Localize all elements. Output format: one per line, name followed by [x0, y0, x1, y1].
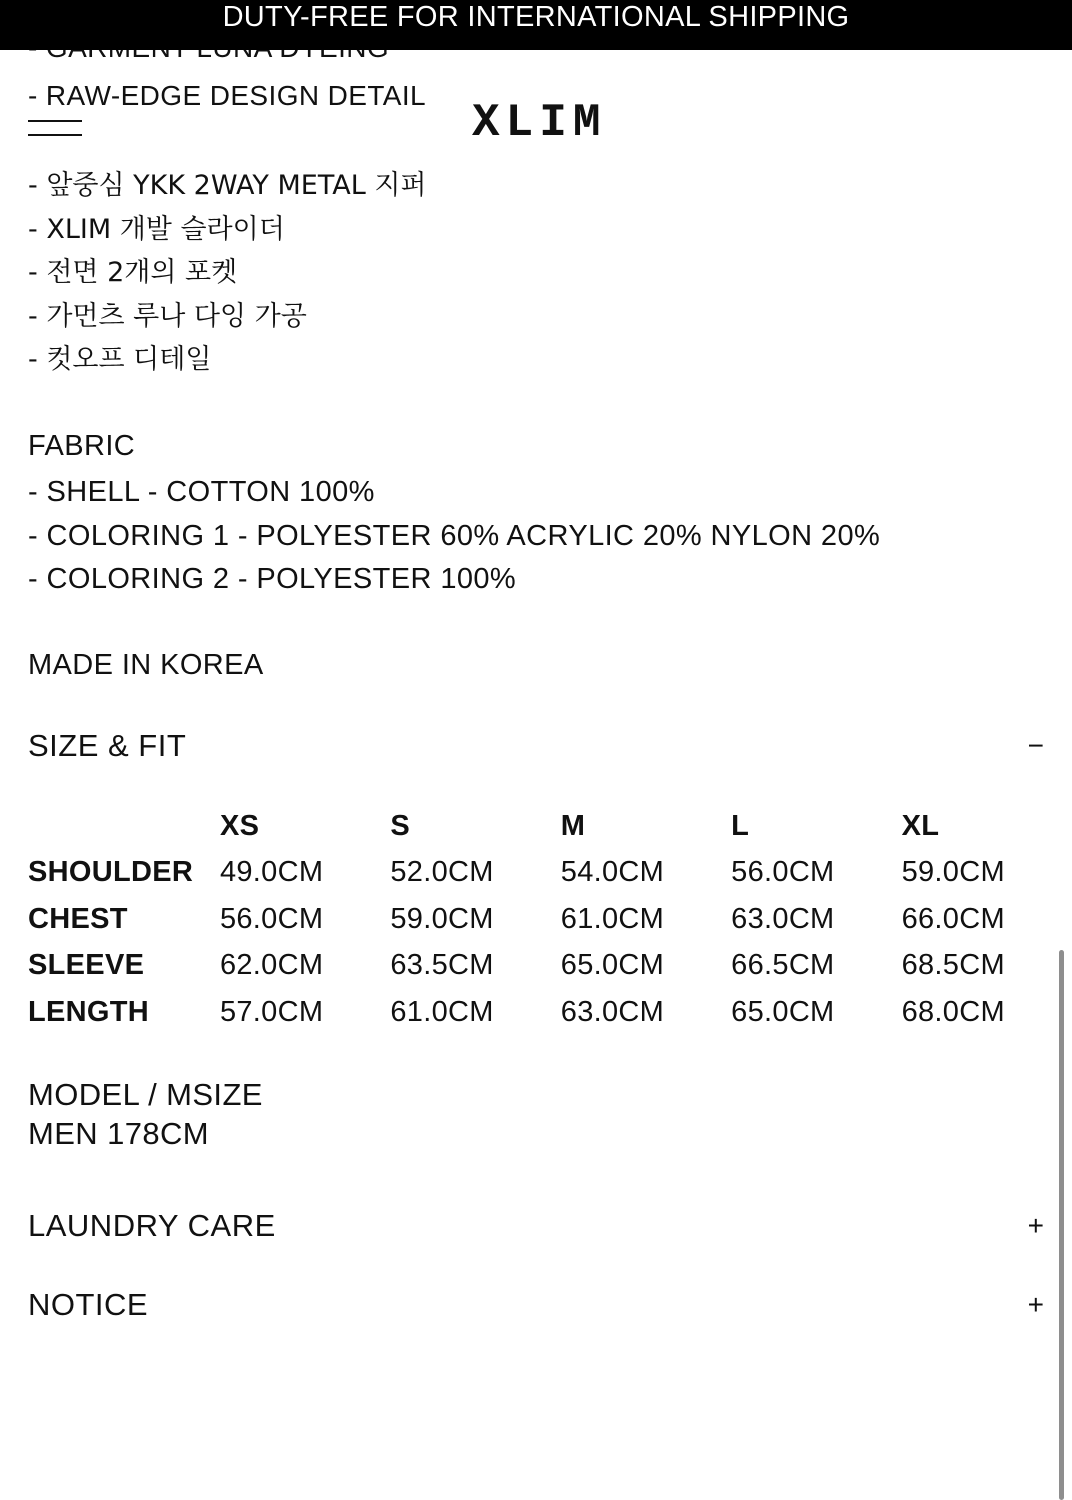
size-table-corner — [28, 803, 220, 850]
row-label-sleeve: SLEEVE — [28, 949, 145, 982]
feature-line-raw-edge: - RAW-EDGE DESIGN DETAIL — [28, 80, 427, 111]
laundry-care-title: LAUNDRY CARE — [28, 1208, 276, 1243]
site-logo[interactable]: XLIM — [472, 97, 607, 149]
table-cell: 59.0CM — [390, 902, 494, 935]
row-label-shoulder: SHOULDER — [28, 856, 194, 889]
table-cell: 61.0CM — [390, 995, 494, 1028]
list-item: - 앞중심 YKK 2WAY METAL 지퍼 — [28, 170, 427, 201]
row-label-chest: CHEST — [28, 902, 128, 935]
laundry-care-accordion-header[interactable] — [28, 1206, 1044, 1246]
table-row — [28, 850, 1072, 897]
fabric-title: FABRIC — [28, 430, 136, 462]
table-cell: 59.0CM — [901, 856, 1005, 889]
table-cell: 54.0CM — [560, 856, 665, 889]
notice-title: NOTICE — [28, 1287, 149, 1322]
list-item: - 전면 2개의 포켓 — [28, 257, 238, 288]
table-row — [28, 896, 1072, 943]
table-row — [28, 989, 1072, 1036]
table-cell: 61.0CM — [560, 902, 665, 935]
size-header-l: L — [731, 809, 750, 842]
table-cell: 66.5CM — [731, 949, 835, 982]
table-cell: 56.0CM — [219, 902, 324, 935]
plus-icon[interactable]: + — [1027, 1289, 1044, 1320]
announcement-banner — [0, 0, 1072, 50]
minus-icon[interactable]: − — [1027, 730, 1044, 761]
list-item: - XLIM 개발 슬라이더 — [28, 213, 285, 245]
table-cell: 68.0CM — [901, 995, 1005, 1028]
row-label-length: LENGTH — [28, 995, 150, 1028]
list-item: - COLORING 2 - POLYESTER 100% — [28, 563, 517, 595]
list-item: - SHELL - COTTON 100% — [28, 476, 375, 508]
size-fit-accordion-header[interactable] — [28, 726, 1044, 766]
feature-list-korean — [28, 164, 427, 382]
vertical-scrollbar[interactable] — [1059, 950, 1064, 1500]
model-info — [28, 1075, 263, 1153]
model-height: MEN 178CM — [28, 1116, 210, 1151]
list-item: - 가먼츠 루나 다잉 가공 — [28, 300, 307, 332]
table-cell: 56.0CM — [731, 856, 835, 889]
table-cell: 63.0CM — [731, 902, 835, 935]
banner-text: DUTY-FREE FOR INTERNATIONAL SHIPPING — [222, 1, 850, 33]
size-header-xs: XS — [219, 809, 260, 842]
table-cell: 63.5CM — [390, 949, 494, 982]
table-cell: 49.0CM — [219, 856, 324, 889]
list-item: - COLORING 1 - POLYESTER 60% ACRYLIC 20% NYLON 20% — [28, 519, 881, 552]
table-cell: 65.0CM — [560, 949, 665, 982]
table-cell: 65.0CM — [731, 995, 835, 1028]
notice-accordion-header[interactable] — [28, 1285, 1044, 1325]
fabric-list — [28, 471, 880, 602]
table-row — [28, 943, 1072, 990]
plus-icon[interactable]: + — [1027, 1210, 1044, 1241]
size-fit-title: SIZE & FIT — [28, 728, 187, 763]
table-cell: 66.0CM — [901, 902, 1005, 935]
hamburger-menu-icon[interactable] — [28, 116, 82, 140]
table-cell: 68.5CM — [901, 949, 1005, 982]
size-table — [28, 803, 1072, 1036]
table-cell: 63.0CM — [560, 995, 665, 1028]
list-item: - 컷오프 디테일 — [28, 344, 212, 375]
origin-text: MADE IN KOREA — [28, 649, 264, 681]
size-header-m: M — [560, 809, 586, 842]
size-table-header-row — [28, 803, 1072, 850]
table-cell: 62.0CM — [219, 949, 324, 982]
size-header-s: S — [390, 809, 411, 842]
size-header-xl: XL — [901, 809, 940, 842]
table-cell: 57.0CM — [219, 995, 324, 1028]
model-size-label: MODEL / MSIZE — [28, 1077, 263, 1112]
table-cell: 52.0CM — [390, 856, 494, 889]
